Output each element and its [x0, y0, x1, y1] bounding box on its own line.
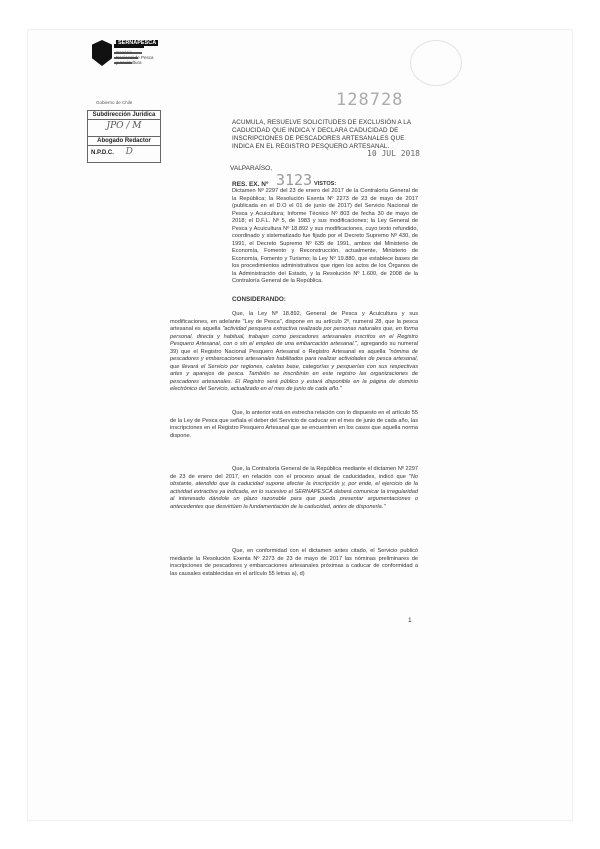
subdireccion-cell: Subdirección Jurídica — [88, 111, 160, 120]
place-label: VALPARAÍSO, — [230, 165, 273, 172]
page-number: 1 — [408, 617, 412, 624]
considerando-heading: CONSIDERANDO: — [232, 296, 286, 303]
resolution-number: 3123 — [276, 171, 313, 189]
considerando-paragraph-2: Que, lo anterior está en estrecha relación con lo dispuesto en el artículo 55 de la Ley de Pesca que señala el deber del Servicio de caducar en el mes de junio de cada año, las inscripciones en el Registro Pesquero Artesanal que se encuentren en los casos que aquella norma dispone. — [170, 410, 418, 439]
ministry-label: Gobierno de Chile — [96, 100, 133, 105]
considerando-paragraph-4: Que, en conformidad con el dictamen antes citado, el Servicio publicó mediante la Resolución Exenta Nº 2273 de 23 de mayo de 2017 las nóminas preliminares de inscripciones de pescadores y embarcaciones artesanales próximas a caducar de conformidad a las causales establecidas en el artículo 55 letras a), d) — [170, 548, 418, 577]
approval-box — [87, 110, 161, 163]
npdc-cell: N.P.D.C. D — [91, 147, 133, 157]
considerando-paragraph-3: Que, la Contraloría General de la República mediante el dictamen Nº 2297 de 23 de enero del 2017, en relación con el proceso anual de caducidades, indicó que "No obstante, atendido que la caducidad supone afectar la inscripción y, por ende, el ejercicio de la actividad extractiva ya indicada, en lo sucesivo el SERNAPESCA deberá comunicar la irregularidad al interesado dándole un plazo razonable para que pueda presentar argumentaciones o antecedentes que desvirtúen la fundamentación de la caducidad, antes de disponerla." — [170, 466, 419, 510]
document-number: 128728 — [336, 90, 404, 110]
considerando-paragraph-1: Que, la Ley Nº 18.892, General de Pesca y Acuicultura y sus modificaciones, en adelante "Ley de Pesca", dispone en su artículo 2º, numeral 28, que la pesca artesanal es aquella "actividad pesquera extractiva realizada por personas naturales que, en forma personal, directa y habitual, trabajan como pescadores artesanales inscritos en el Registro Pesquero Artesanal, con o sin el empleo de una embarcación artesanal.", agregando su numeral 39) que el Registro Nacional Pesquero Artesanal o Registro Artesanal es aquella "nómina de pescadores y embarcaciones artesanales habilitados para realizar actividades de pesca artesanal, que llevará el Servicio por regiones, caletas base, categorías y pesquerías con sus respectivas artes y aparejos de pesca. También se inscribirán en este registro las organizaciones de pescadores artesanales. El Registro será público y estará disponible en la página de dominio electrónico del Servicio, actualizado en el mes de junio de cada año." — [170, 311, 418, 392]
resolution-title: ACUMULA, RESUELVE SOLICITUDES DE EXCLUSIÓN A LA CADUCIDAD QUE INDICA Y DECLARA CADUCIDAD DE INSCRIPCIONES DE PESCADORES ARTESANALES QUE INDICA EN EL REGISTRO PESQUERO ARTESANAL. — [232, 119, 411, 151]
vistos-paragraph: Dictamen Nº 2297 del 23 de enero del 2017 de la Contraloría General de la República; la Resolución Exenta Nº 2273 de 23 de mayo de 2017 (publicada en el D.O el 01 de junio de 2017) del Servicio Nacional de Pesca y Acuicultura; Informe Técnico Nº 803 de fecha 30 de mayo de 2018; el D.F.L. Nº 5, de 1983 y sus modificaciones; la Ley General de Pesca y Acuicultura Nº 18.892 y sus modificaciones, cuyo texto refundido, coordinado y sistematizado fue fijado por el Decreto Supremo Nº 430, de 1991, el Decreto Supremo Nº 635 de 1991, ambos del Ministerio de Economía, Fomento y Reconstrucción, actualmente, Ministerio de Economía, Fomento y Turismo; la Ley Nº 19.880, que establece bases de los procedimientos administrativos que rigen los actos de los Órganos de la Administración del Estado, y la Resolución Nº 1.600, de 2008 de la Contraloría General de la República. — [232, 188, 418, 284]
org-subtitle: Servicio Nacional de Pesca y Acuicultura — [116, 50, 154, 65]
faint-stamp — [410, 40, 462, 86]
org-name: SERNAPESCA — [118, 40, 157, 46]
government-shield-icon — [92, 40, 112, 66]
abogado-cell: Abogado Redactor — [88, 137, 160, 146]
sernapesca-logo — [92, 40, 144, 100]
handwritten-date: 10 JUL 2018 — [367, 149, 420, 158]
resolution-label: RES. EX. Nº — [232, 181, 269, 188]
vistos-first-line: VISTOS: — [314, 181, 337, 187]
signature-initials: JPO / M — [88, 120, 160, 137]
